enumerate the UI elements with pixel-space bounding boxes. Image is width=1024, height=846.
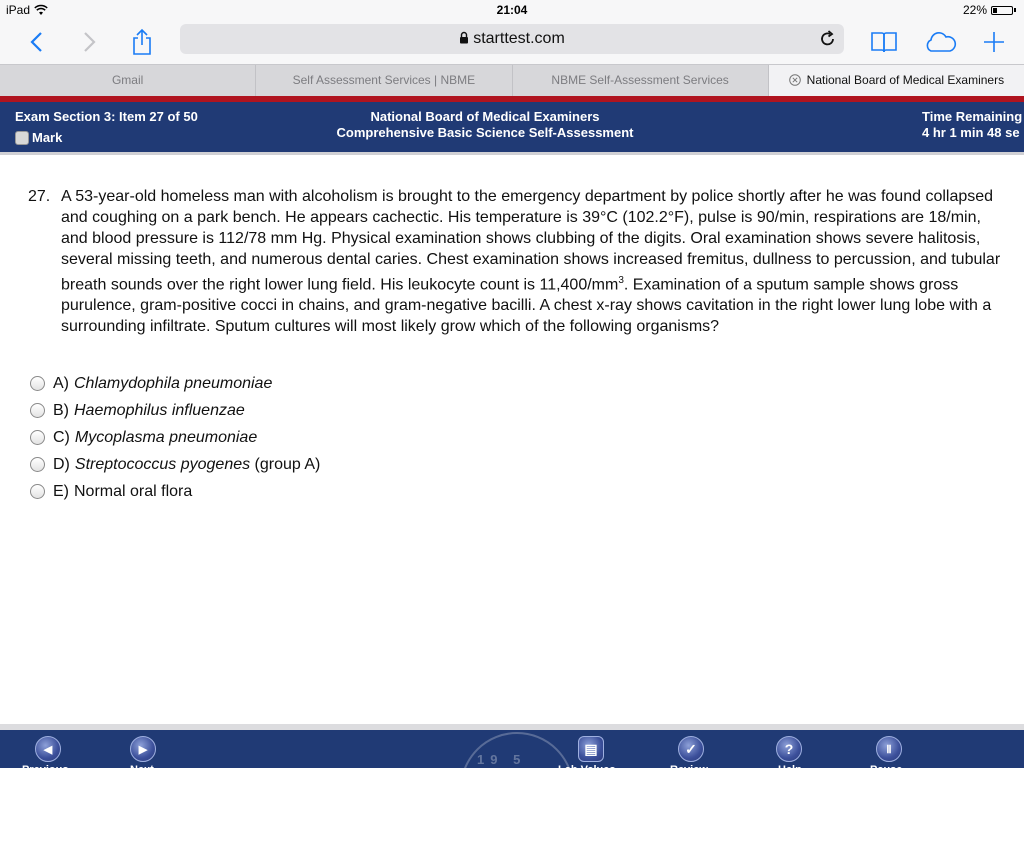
review-icon: ✓ bbox=[685, 740, 697, 757]
header-title bbox=[320, 109, 650, 141]
help-icon: ? bbox=[784, 741, 794, 757]
review-button[interactable] bbox=[678, 736, 704, 762]
answer-radio[interactable] bbox=[30, 484, 45, 499]
question-stem bbox=[28, 186, 1008, 337]
next-icon: ▶ bbox=[138, 743, 148, 756]
tab-gmail[interactable] bbox=[0, 65, 256, 96]
seal-text: 19 5 bbox=[477, 752, 527, 767]
forward-button[interactable] bbox=[74, 26, 106, 58]
mark-checkbox[interactable] bbox=[15, 131, 29, 145]
device-name: iPad bbox=[6, 3, 31, 17]
tab-label: Self Assessment Services | NBME bbox=[292, 73, 476, 87]
previous-icon: ◀ bbox=[43, 743, 53, 756]
answer-text: Normal oral flora bbox=[74, 482, 193, 500]
battery-percent: 22% bbox=[962, 3, 987, 17]
org-name: National Board of Medical Examiners bbox=[370, 109, 600, 124]
answer-radio[interactable] bbox=[30, 376, 45, 391]
answer-letter: B) bbox=[53, 401, 69, 419]
answer-text: Mycoplasma pneumoniae bbox=[74, 428, 258, 446]
answer-list bbox=[28, 370, 628, 505]
tab-bar bbox=[0, 64, 1024, 96]
pause-label[interactable]: Pause bbox=[870, 764, 903, 776]
new-tab-button[interactable] bbox=[978, 26, 1010, 58]
lab-values-button[interactable] bbox=[578, 736, 604, 762]
next-label[interactable]: Next bbox=[130, 764, 154, 776]
back-icon bbox=[29, 31, 43, 53]
pause-button[interactable] bbox=[876, 736, 902, 762]
question-text-end: . Examination of a sputum sample shows gross purulence, gram-positive cocci in chains, and gram-negative bacilli. A chest x-ray shows cavitation in the right lower lung lobe with a surrounding infiltrate. Sputum cultures will most likely grow which of the following organisms? bbox=[61, 276, 992, 336]
lab-values-icon: ▤ bbox=[584, 740, 598, 757]
tab-label: National Board of Medical Examiners bbox=[806, 73, 1005, 87]
cloud-tabs-button[interactable] bbox=[924, 26, 956, 58]
tab-nbme-self-assessment[interactable] bbox=[513, 65, 769, 96]
tab-label: NBME Self-Assessment Services bbox=[551, 73, 729, 87]
reload-button[interactable] bbox=[820, 30, 836, 53]
help-button[interactable] bbox=[776, 736, 802, 762]
bottom-nav-bar bbox=[0, 730, 1024, 776]
header-divider bbox=[0, 152, 1024, 155]
battery-nub bbox=[1014, 8, 1016, 12]
url-display bbox=[180, 30, 844, 48]
lab-values-label[interactable]: Lab Values bbox=[558, 764, 616, 776]
browser-toolbar bbox=[0, 20, 1024, 64]
lock-icon bbox=[459, 31, 469, 44]
cloud-icon bbox=[923, 31, 957, 53]
share-button[interactable] bbox=[126, 26, 158, 58]
answer-option-b[interactable] bbox=[28, 397, 628, 424]
question-text-main: A 53-year-old homeless man with alcoholism is brought to the emergency department by police shortly after he was found collapsed and coughing on a park bench. He appears cachectic. His temperature is 39°C (102.2°F), pulse is 90/min, respirations are 18/min, and blood pressure is 112/78 mm Hg. Physical examination shows clubbing of the digits. Oral examination shows severe halitosis, several missing teeth, and numerous dental caries. Chest examination shows increased fremitus, dullness to percussion, and tubular breath sounds over the right lower lung field. His leukocyte count is 11,400/mm bbox=[61, 188, 1001, 294]
previous-button[interactable] bbox=[35, 736, 61, 762]
close-tab-icon[interactable] bbox=[789, 74, 801, 86]
answer-option-d[interactable] bbox=[28, 451, 628, 478]
url-text: starttest.com bbox=[473, 30, 565, 47]
battery-level bbox=[993, 8, 997, 13]
question-number: 27. bbox=[28, 188, 51, 205]
reload-icon bbox=[820, 30, 836, 48]
url-bar[interactable] bbox=[180, 24, 844, 54]
back-button[interactable] bbox=[20, 26, 52, 58]
answer-radio[interactable] bbox=[30, 403, 45, 418]
review-label[interactable]: Review bbox=[670, 764, 708, 776]
mark-toggle[interactable] bbox=[15, 130, 62, 145]
answer-option-e[interactable] bbox=[28, 478, 628, 505]
share-icon bbox=[131, 28, 153, 56]
question-text bbox=[61, 186, 1008, 337]
answer-letter: E) bbox=[53, 482, 69, 500]
time-value: 4 hr 1 min 48 se bbox=[922, 125, 1020, 140]
status-right bbox=[963, 3, 1016, 17]
tab-nbme-active[interactable] bbox=[769, 65, 1024, 96]
tab-self-assessment-services[interactable] bbox=[256, 65, 512, 96]
nbme-seal-watermark bbox=[460, 732, 574, 846]
answer-option-c[interactable] bbox=[28, 424, 628, 451]
question-text-superscript: 3 bbox=[618, 275, 624, 286]
status-time: 21:04 bbox=[496, 3, 528, 17]
exam-name: Comprehensive Basic Science Self-Assessment bbox=[336, 125, 634, 140]
bookmarks-button[interactable] bbox=[868, 26, 900, 58]
pause-icon: Ⅱ bbox=[886, 743, 892, 756]
previous-label[interactable]: Previous bbox=[22, 764, 69, 776]
answer-letter: A) bbox=[53, 374, 69, 392]
status-bar bbox=[0, 0, 1024, 20]
next-button[interactable] bbox=[130, 736, 156, 762]
answer-text: Chlamydophila pneumoniae bbox=[74, 374, 273, 392]
forward-icon bbox=[83, 31, 97, 53]
answer-text: Haemophilus influenzae bbox=[74, 401, 245, 419]
bookmarks-icon bbox=[870, 31, 898, 53]
answer-option-a[interactable] bbox=[28, 370, 628, 397]
answer-radio[interactable] bbox=[30, 430, 45, 445]
help-label[interactable]: Help bbox=[778, 764, 802, 776]
battery-icon bbox=[991, 6, 1013, 15]
time-label: Time Remaining bbox=[922, 109, 1023, 124]
time-remaining bbox=[922, 109, 1022, 141]
exam-header bbox=[0, 102, 1024, 152]
answer-radio[interactable] bbox=[30, 457, 45, 472]
answer-letter: C) bbox=[53, 428, 70, 446]
answer-text: Streptococcus pyogenes bbox=[74, 455, 251, 473]
answer-suffix: (group A) bbox=[250, 455, 321, 473]
mark-label: Mark bbox=[32, 130, 63, 145]
answer-letter: D) bbox=[53, 455, 70, 473]
tab-label: Gmail bbox=[111, 73, 144, 87]
plus-icon bbox=[982, 30, 1006, 54]
exam-section-label: Exam Section 3: Item 27 of 50 bbox=[15, 109, 198, 124]
